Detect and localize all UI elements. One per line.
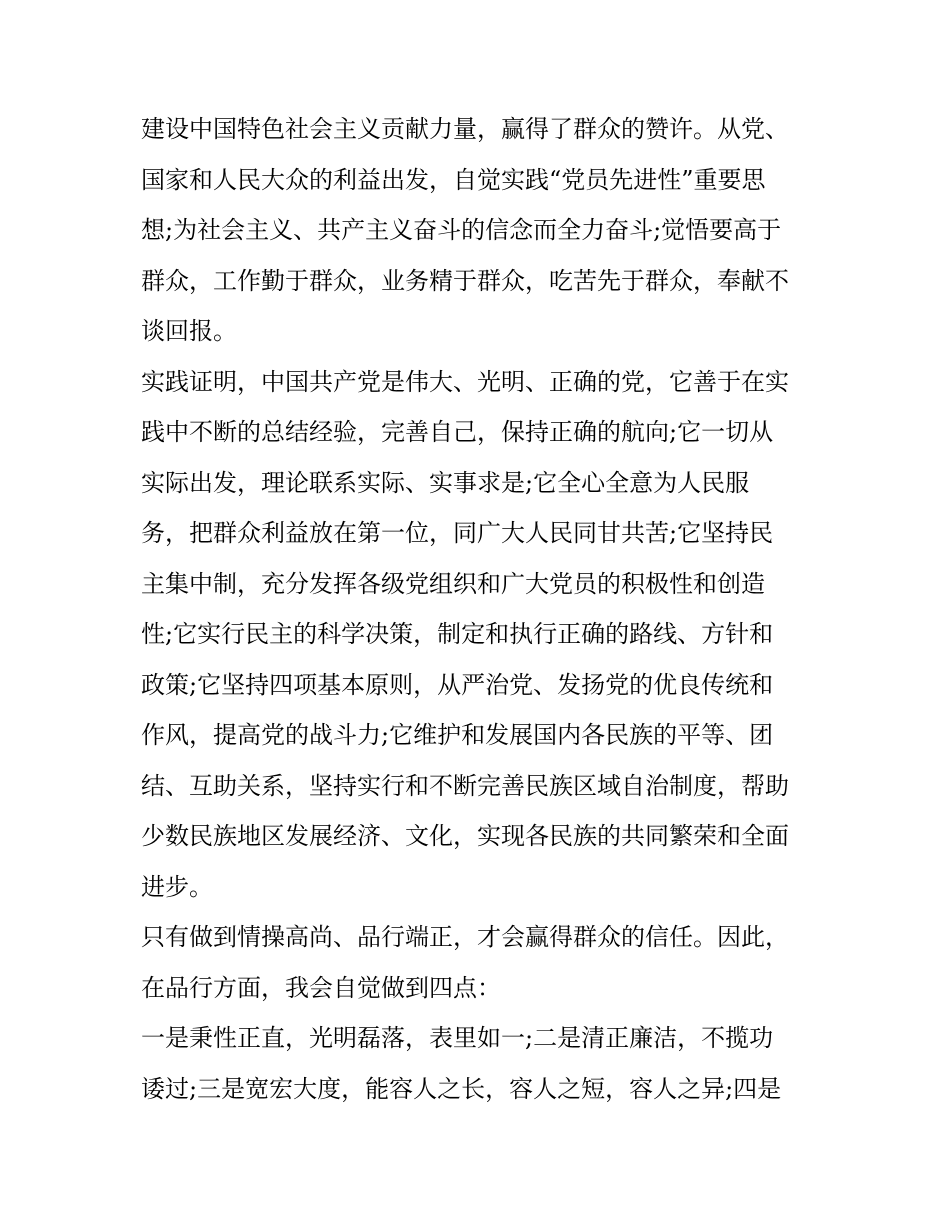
- text-line-4: 群众，工作勤于群众，业务精于群众，吃苦先于群众，奉献不: [141, 266, 789, 295]
- text-line-11: 性;它实行民主的科学决策，制定和执行正确的路线、方针和: [141, 620, 774, 648]
- text-line-16: 进步。: [141, 872, 213, 901]
- text-line-10: 主集中制，充分发挥各级党组织和广大党员的积极性和创造: [141, 569, 765, 598]
- body-text: [141, 104, 813, 1114]
- text-line-9: 务，把群众利益放在第一位，同广大人民同甘共苦;它坚持民: [141, 519, 774, 547]
- text-line-5: 谈回报。: [141, 317, 237, 345]
- text-line-19: 一是秉性正直，光明磊落，表里如一;二是清正廉洁，不揽功: [141, 1024, 774, 1052]
- text-line-17: 只有做到情操高尚、品行端正，才会赢得群众的信任。因此，: [141, 923, 789, 951]
- text-line-18: 在品行方面，我会自觉做到四点：: [141, 973, 501, 1002]
- text-line-6: 实践证明，中国共产党是伟大、光明、正确的党，它善于在实: [141, 367, 789, 396]
- text-line-1: 建设中国特色社会主义贡献力量，赢得了群众的赞许。从党、: [141, 115, 789, 143]
- text-line-2: 国家和人民大众的利益出发，自觉实践“党员先进性”重要思: [141, 165, 766, 194]
- text-line-7: 践中不断的总结经验，完善自己，保持正确的航向;它一切从: [141, 418, 774, 446]
- text-line-12: 政策;它坚持四项基本原则，从严治党、发扬党的优良传统和: [141, 670, 774, 699]
- text-line-13: 作风，提高党的战斗力;它维护和发展国内各民族的平等、团: [141, 721, 774, 749]
- text-line-8: 实际出发，理论联系实际、实事求是;它全心全意为人民服: [141, 468, 750, 497]
- text-line-14: 结、互助关系，坚持实行和不断完善民族区域自治制度，帮助: [141, 771, 789, 800]
- text-line-20: 诿过;三是宽宏大度，能容人之长，容人之短，容人之异;四是: [141, 1074, 782, 1103]
- text-line-3: 想;为社会主义、共产主义奋斗的信念而全力奋斗;觉悟要高于: [141, 216, 782, 244]
- text-line-15: 少数民族地区发展经济、文化，实现各民族的共同繁荣和全面: [141, 822, 789, 850]
